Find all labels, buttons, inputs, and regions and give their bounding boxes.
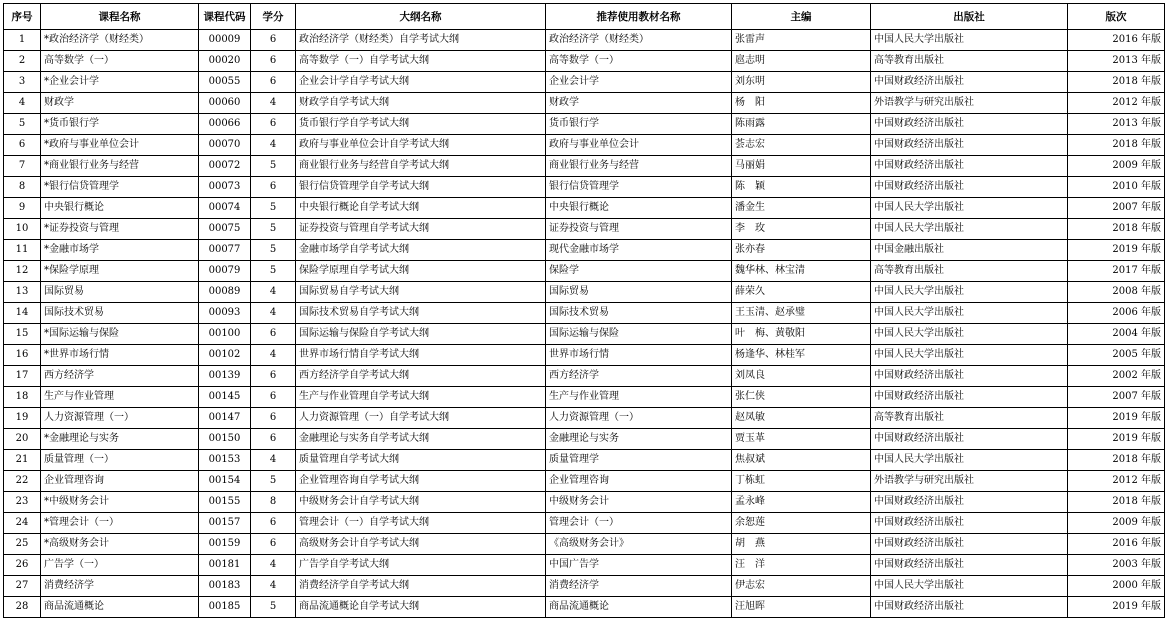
- cell-credits: 6: [251, 408, 296, 429]
- cell-course-code: 00183: [199, 576, 251, 597]
- cell-syllabus: 人力资源管理（一）自学考试大纲: [296, 408, 546, 429]
- cell-publisher: 中国人民大学出版社: [871, 345, 1068, 366]
- cell-editor: 刘凤良: [732, 366, 871, 387]
- cell-publisher: 中国人民大学出版社: [871, 282, 1068, 303]
- cell-textbook: 银行信贷管理学: [546, 177, 732, 198]
- cell-textbook: 世界市场行情: [546, 345, 732, 366]
- cell-syllabus: 企业会计学自学考试大纲: [296, 72, 546, 93]
- cell-edition: 2013 年版: [1068, 51, 1165, 72]
- cell-edition: 2018 年版: [1068, 219, 1165, 240]
- cell-syllabus: 货币银行学自学考试大纲: [296, 114, 546, 135]
- cell-publisher: 中国人民大学出版社: [871, 450, 1068, 471]
- cell-textbook: 政府与事业单位会计: [546, 135, 732, 156]
- cell-course-name: 生产与作业管理: [41, 387, 199, 408]
- cell-edition: 2019 年版: [1068, 429, 1165, 450]
- header-index: 序号: [4, 4, 41, 30]
- cell-editor: 潘金生: [732, 198, 871, 219]
- cell-syllabus: 保险学原理自学考试大纲: [296, 261, 546, 282]
- cell-index: 7: [4, 156, 41, 177]
- table-row: [4, 408, 1165, 429]
- cell-course-code: 00145: [199, 387, 251, 408]
- cell-course-code: 00155: [199, 492, 251, 513]
- cell-credits: 5: [251, 198, 296, 219]
- cell-credits: 4: [251, 303, 296, 324]
- cell-publisher: 中国财政经济出版社: [871, 135, 1068, 156]
- cell-course-code: 00060: [199, 93, 251, 114]
- cell-course-name: 国际贸易: [41, 282, 199, 303]
- cell-editor: 魏华林、林宝清: [732, 261, 871, 282]
- cell-textbook: 企业会计学: [546, 72, 732, 93]
- cell-edition: 2018 年版: [1068, 135, 1165, 156]
- cell-course-code: 00150: [199, 429, 251, 450]
- cell-credits: 6: [251, 534, 296, 555]
- table-header-row: [4, 4, 1165, 30]
- table-row: [4, 156, 1165, 177]
- cell-credits: 5: [251, 597, 296, 618]
- table-row: [4, 597, 1165, 618]
- cell-textbook: 保险学: [546, 261, 732, 282]
- header-editor: 主编: [732, 4, 871, 30]
- cell-textbook: 国际技术贸易: [546, 303, 732, 324]
- cell-edition: 2004 年版: [1068, 324, 1165, 345]
- cell-credits: 4: [251, 450, 296, 471]
- cell-course-code: 00089: [199, 282, 251, 303]
- cell-course-code: 00185: [199, 597, 251, 618]
- table-row: [4, 576, 1165, 597]
- cell-edition: 2008 年版: [1068, 282, 1165, 303]
- cell-credits: 4: [251, 93, 296, 114]
- table-row: [4, 366, 1165, 387]
- cell-syllabus: 金融理论与实务自学考试大纲: [296, 429, 546, 450]
- table-row: [4, 30, 1165, 51]
- cell-syllabus: 高级财务会计自学考试大纲: [296, 534, 546, 555]
- cell-course-name: *政府与事业单位会计: [41, 135, 199, 156]
- cell-edition: 2006 年版: [1068, 303, 1165, 324]
- cell-editor: 扈志明: [732, 51, 871, 72]
- cell-editor: 伊志宏: [732, 576, 871, 597]
- cell-publisher: 中国人民大学出版社: [871, 30, 1068, 51]
- cell-index: 10: [4, 219, 41, 240]
- cell-syllabus: 企业管理咨询自学考试大纲: [296, 471, 546, 492]
- cell-edition: 2016 年版: [1068, 534, 1165, 555]
- cell-syllabus: 商品流通概论自学考试大纲: [296, 597, 546, 618]
- cell-editor: 赵凤敏: [732, 408, 871, 429]
- table-row: [4, 219, 1165, 240]
- cell-editor: 荟志宏: [732, 135, 871, 156]
- cell-index: 15: [4, 324, 41, 345]
- cell-edition: 2018 年版: [1068, 450, 1165, 471]
- cell-credits: 6: [251, 51, 296, 72]
- cell-index: 19: [4, 408, 41, 429]
- cell-publisher: 中国财政经济出版社: [871, 555, 1068, 576]
- cell-course-code: 00147: [199, 408, 251, 429]
- cell-publisher: 中国人民大学出版社: [871, 303, 1068, 324]
- cell-course-code: 00066: [199, 114, 251, 135]
- cell-course-code: 00079: [199, 261, 251, 282]
- cell-credits: 4: [251, 345, 296, 366]
- cell-textbook: 中央银行概论: [546, 198, 732, 219]
- cell-editor: 马丽娟: [732, 156, 871, 177]
- table-row: [4, 387, 1165, 408]
- cell-textbook: 证券投资与管理: [546, 219, 732, 240]
- header-course-name: 课程名称: [41, 4, 199, 30]
- cell-publisher: 高等教育出版社: [871, 51, 1068, 72]
- cell-edition: 2012 年版: [1068, 93, 1165, 114]
- cell-publisher: 中国财政经济出版社: [871, 387, 1068, 408]
- cell-edition: 2009 年版: [1068, 156, 1165, 177]
- cell-edition: 2003 年版: [1068, 555, 1165, 576]
- cell-credits: 6: [251, 387, 296, 408]
- table-row: [4, 177, 1165, 198]
- cell-textbook: 《高级财务会计》: [546, 534, 732, 555]
- cell-credits: 6: [251, 513, 296, 534]
- cell-editor: 张亦春: [732, 240, 871, 261]
- cell-course-code: 00157: [199, 513, 251, 534]
- cell-course-name: *政治经济学（财经类）: [41, 30, 199, 51]
- cell-course-name: *金融理论与实务: [41, 429, 199, 450]
- cell-editor: 陈 颖: [732, 177, 871, 198]
- cell-editor: 薛荣久: [732, 282, 871, 303]
- cell-textbook: 货币银行学: [546, 114, 732, 135]
- cell-syllabus: 国际运输与保险自学考试大纲: [296, 324, 546, 345]
- cell-course-name: *管理会计（一）: [41, 513, 199, 534]
- cell-index: 16: [4, 345, 41, 366]
- cell-credits: 5: [251, 156, 296, 177]
- cell-course-name: 西方经济学: [41, 366, 199, 387]
- cell-course-name: *世界市场行情: [41, 345, 199, 366]
- cell-course-name: *企业会计学: [41, 72, 199, 93]
- cell-publisher: 中国财政经济出版社: [871, 366, 1068, 387]
- cell-course-code: 00009: [199, 30, 251, 51]
- cell-syllabus: 商业银行业务与经营自学考试大纲: [296, 156, 546, 177]
- cell-course-name: *保险学原理: [41, 261, 199, 282]
- cell-index: 23: [4, 492, 41, 513]
- cell-syllabus: 西方经济学自学考试大纲: [296, 366, 546, 387]
- table-row: [4, 471, 1165, 492]
- cell-editor: 王玉清、赵承璧: [732, 303, 871, 324]
- cell-course-name: *银行信贷管理学: [41, 177, 199, 198]
- cell-edition: 2012 年版: [1068, 471, 1165, 492]
- cell-edition: 2018 年版: [1068, 72, 1165, 93]
- cell-course-code: 00072: [199, 156, 251, 177]
- cell-course-name: *高级财务会计: [41, 534, 199, 555]
- cell-syllabus: 证券投资与管理自学考试大纲: [296, 219, 546, 240]
- cell-textbook: 财政学: [546, 93, 732, 114]
- cell-editor: 孟永峰: [732, 492, 871, 513]
- cell-course-code: 00074: [199, 198, 251, 219]
- cell-course-name: 中央银行概论: [41, 198, 199, 219]
- cell-textbook: 现代金融市场学: [546, 240, 732, 261]
- table-row: [4, 72, 1165, 93]
- cell-edition: 2019 年版: [1068, 408, 1165, 429]
- cell-index: 5: [4, 114, 41, 135]
- header-publisher: 出版社: [871, 4, 1068, 30]
- cell-course-code: 00073: [199, 177, 251, 198]
- cell-course-name: 国际技术贸易: [41, 303, 199, 324]
- cell-textbook: 国际贸易: [546, 282, 732, 303]
- cell-index: 14: [4, 303, 41, 324]
- cell-index: 27: [4, 576, 41, 597]
- cell-edition: 2002 年版: [1068, 366, 1165, 387]
- cell-index: 11: [4, 240, 41, 261]
- cell-course-name: 高等数学（一）: [41, 51, 199, 72]
- cell-syllabus: 国际贸易自学考试大纲: [296, 282, 546, 303]
- cell-index: 9: [4, 198, 41, 219]
- cell-course-name: 广告学（一）: [41, 555, 199, 576]
- cell-course-code: 00070: [199, 135, 251, 156]
- table-row: [4, 324, 1165, 345]
- cell-index: 13: [4, 282, 41, 303]
- cell-syllabus: 金融市场学自学考试大纲: [296, 240, 546, 261]
- cell-course-name: *商业银行业务与经营: [41, 156, 199, 177]
- cell-index: 8: [4, 177, 41, 198]
- cell-textbook: 企业管理咨询: [546, 471, 732, 492]
- cell-index: 12: [4, 261, 41, 282]
- cell-credits: 4: [251, 576, 296, 597]
- table-row: [4, 492, 1165, 513]
- cell-edition: 2019 年版: [1068, 240, 1165, 261]
- cell-index: 21: [4, 450, 41, 471]
- cell-textbook: 消费经济学: [546, 576, 732, 597]
- cell-course-code: 00075: [199, 219, 251, 240]
- cell-textbook: 西方经济学: [546, 366, 732, 387]
- cell-edition: 2017 年版: [1068, 261, 1165, 282]
- cell-textbook: 中级财务会计: [546, 492, 732, 513]
- table-row: [4, 450, 1165, 471]
- cell-textbook: 政治经济学（财经类）: [546, 30, 732, 51]
- cell-edition: 2019 年版: [1068, 597, 1165, 618]
- cell-textbook: 生产与作业管理: [546, 387, 732, 408]
- cell-index: 20: [4, 429, 41, 450]
- cell-course-name: 企业管理咨询: [41, 471, 199, 492]
- cell-publisher: 高等教育出版社: [871, 261, 1068, 282]
- cell-course-code: 00159: [199, 534, 251, 555]
- cell-publisher: 外语教学与研究出版社: [871, 471, 1068, 492]
- cell-editor: 刘东明: [732, 72, 871, 93]
- cell-publisher: 中国人民大学出版社: [871, 219, 1068, 240]
- cell-syllabus: 生产与作业管理自学考试大纲: [296, 387, 546, 408]
- cell-edition: 2000 年版: [1068, 576, 1165, 597]
- header-course-code: 课程代码: [199, 4, 251, 30]
- table-row: [4, 555, 1165, 576]
- cell-credits: 6: [251, 324, 296, 345]
- cell-credits: 5: [251, 240, 296, 261]
- header-textbook: 推荐使用教材名称: [546, 4, 732, 30]
- table-row: [4, 51, 1165, 72]
- cell-index: 18: [4, 387, 41, 408]
- table-row: [4, 198, 1165, 219]
- cell-course-code: 00153: [199, 450, 251, 471]
- course-table: [3, 3, 1165, 618]
- cell-syllabus: 政府与事业单位会计自学考试大纲: [296, 135, 546, 156]
- cell-course-name: 消费经济学: [41, 576, 199, 597]
- cell-course-code: 00154: [199, 471, 251, 492]
- cell-credits: 6: [251, 177, 296, 198]
- cell-textbook: 管理会计（一）: [546, 513, 732, 534]
- cell-credits: 6: [251, 366, 296, 387]
- cell-syllabus: 管理会计（一）自学考试大纲: [296, 513, 546, 534]
- cell-course-code: 00093: [199, 303, 251, 324]
- cell-course-name: 财政学: [41, 93, 199, 114]
- cell-course-code: 00020: [199, 51, 251, 72]
- cell-course-name: 商品流通概论: [41, 597, 199, 618]
- cell-index: 24: [4, 513, 41, 534]
- cell-course-code: 00077: [199, 240, 251, 261]
- cell-editor: 李 玫: [732, 219, 871, 240]
- cell-edition: 2009 年版: [1068, 513, 1165, 534]
- cell-publisher: 中国人民大学出版社: [871, 576, 1068, 597]
- header-syllabus: 大纲名称: [296, 4, 546, 30]
- cell-publisher: 中国财政经济出版社: [871, 534, 1068, 555]
- cell-publisher: 高等教育出版社: [871, 408, 1068, 429]
- cell-credits: 5: [251, 219, 296, 240]
- cell-credits: 4: [251, 555, 296, 576]
- cell-syllabus: 银行信贷管理学自学考试大纲: [296, 177, 546, 198]
- cell-course-name: *证券投资与管理: [41, 219, 199, 240]
- cell-textbook: 金融理论与实务: [546, 429, 732, 450]
- cell-editor: 张仁侠: [732, 387, 871, 408]
- cell-editor: 余恕莲: [732, 513, 871, 534]
- cell-edition: 2016 年版: [1068, 30, 1165, 51]
- cell-publisher: 中国财政经济出版社: [871, 429, 1068, 450]
- cell-course-code: 00139: [199, 366, 251, 387]
- cell-syllabus: 质量管理自学考试大纲: [296, 450, 546, 471]
- cell-textbook: 国际运输与保险: [546, 324, 732, 345]
- cell-textbook: 中国广告学: [546, 555, 732, 576]
- cell-course-name: *国际运输与保险: [41, 324, 199, 345]
- cell-textbook: 商业银行业务与经营: [546, 156, 732, 177]
- cell-course-name: 人力资源管理（一）: [41, 408, 199, 429]
- cell-edition: 2007 年版: [1068, 387, 1165, 408]
- cell-publisher: 中国人民大学出版社: [871, 198, 1068, 219]
- cell-publisher: 中国财政经济出版社: [871, 177, 1068, 198]
- cell-publisher: 中国财政经济出版社: [871, 597, 1068, 618]
- table-row: [4, 114, 1165, 135]
- cell-course-name: 质量管理（一）: [41, 450, 199, 471]
- cell-textbook: 人力资源管理（一）: [546, 408, 732, 429]
- cell-syllabus: 政治经济学（财经类）自学考试大纲: [296, 30, 546, 51]
- cell-edition: 2005 年版: [1068, 345, 1165, 366]
- cell-textbook: 高等数学（一）: [546, 51, 732, 72]
- table-body: [4, 30, 1165, 618]
- cell-editor: 汪 洋: [732, 555, 871, 576]
- table-row: [4, 261, 1165, 282]
- cell-index: 28: [4, 597, 41, 618]
- cell-edition: 2007 年版: [1068, 198, 1165, 219]
- cell-credits: 4: [251, 282, 296, 303]
- table-row: [4, 240, 1165, 261]
- cell-index: 17: [4, 366, 41, 387]
- cell-course-code: 00100: [199, 324, 251, 345]
- cell-edition: 2013 年版: [1068, 114, 1165, 135]
- table-row: [4, 282, 1165, 303]
- cell-syllabus: 世界市场行情自学考试大纲: [296, 345, 546, 366]
- cell-editor: 杨 阳: [732, 93, 871, 114]
- cell-syllabus: 中级财务会计自学考试大纲: [296, 492, 546, 513]
- cell-syllabus: 财政学自学考试大纲: [296, 93, 546, 114]
- cell-textbook: 商品流通概论: [546, 597, 732, 618]
- cell-editor: 贾玉革: [732, 429, 871, 450]
- cell-index: 2: [4, 51, 41, 72]
- cell-credits: 4: [251, 135, 296, 156]
- cell-syllabus: 国际技术贸易自学考试大纲: [296, 303, 546, 324]
- header-credits: 学分: [251, 4, 296, 30]
- cell-edition: 2010 年版: [1068, 177, 1165, 198]
- cell-syllabus: 中央银行概论自学考试大纲: [296, 198, 546, 219]
- cell-publisher: 外语教学与研究出版社: [871, 93, 1068, 114]
- cell-credits: 6: [251, 72, 296, 93]
- cell-publisher: 中国财政经济出版社: [871, 114, 1068, 135]
- table-row: [4, 345, 1165, 366]
- cell-index: 22: [4, 471, 41, 492]
- cell-publisher: 中国财政经济出版社: [871, 156, 1068, 177]
- table-row: [4, 303, 1165, 324]
- cell-editor: 汪旭晖: [732, 597, 871, 618]
- cell-editor: 丁栋虹: [732, 471, 871, 492]
- table-row: [4, 135, 1165, 156]
- cell-editor: 张雷声: [732, 30, 871, 51]
- cell-publisher: 中国财政经济出版社: [871, 72, 1068, 93]
- cell-index: 3: [4, 72, 41, 93]
- cell-course-name: *中级财务会计: [41, 492, 199, 513]
- cell-index: 25: [4, 534, 41, 555]
- cell-credits: 6: [251, 30, 296, 51]
- cell-course-name: *金融市场学: [41, 240, 199, 261]
- cell-credits: 5: [251, 261, 296, 282]
- cell-credits: 5: [251, 471, 296, 492]
- cell-syllabus: 高等数学（一）自学考试大纲: [296, 51, 546, 72]
- cell-edition: 2018 年版: [1068, 492, 1165, 513]
- cell-credits: 8: [251, 492, 296, 513]
- cell-course-code: 00181: [199, 555, 251, 576]
- cell-index: 1: [4, 30, 41, 51]
- table-row: [4, 513, 1165, 534]
- cell-publisher: 中国财政经济出版社: [871, 513, 1068, 534]
- table-row: [4, 534, 1165, 555]
- cell-course-code: 00055: [199, 72, 251, 93]
- cell-syllabus: 广告学自学考试大纲: [296, 555, 546, 576]
- cell-publisher: 中国人民大学出版社: [871, 324, 1068, 345]
- cell-publisher: 中国金融出版社: [871, 240, 1068, 261]
- cell-editor: 叶 梅、黄敬阳: [732, 324, 871, 345]
- cell-index: 26: [4, 555, 41, 576]
- header-edition: 版次: [1068, 4, 1165, 30]
- cell-course-code: 00102: [199, 345, 251, 366]
- cell-editor: 胡 燕: [732, 534, 871, 555]
- cell-credits: 6: [251, 114, 296, 135]
- cell-editor: 焦叔斌: [732, 450, 871, 471]
- table-row: [4, 93, 1165, 114]
- cell-editor: 杨逢华、林桂军: [732, 345, 871, 366]
- table-row: [4, 429, 1165, 450]
- cell-credits: 6: [251, 429, 296, 450]
- cell-textbook: 质量管理学: [546, 450, 732, 471]
- cell-index: 4: [4, 93, 41, 114]
- cell-course-name: *货币银行学: [41, 114, 199, 135]
- cell-index: 6: [4, 135, 41, 156]
- cell-syllabus: 消费经济学自学考试大纲: [296, 576, 546, 597]
- cell-editor: 陈雨露: [732, 114, 871, 135]
- cell-publisher: 中国财政经济出版社: [871, 492, 1068, 513]
